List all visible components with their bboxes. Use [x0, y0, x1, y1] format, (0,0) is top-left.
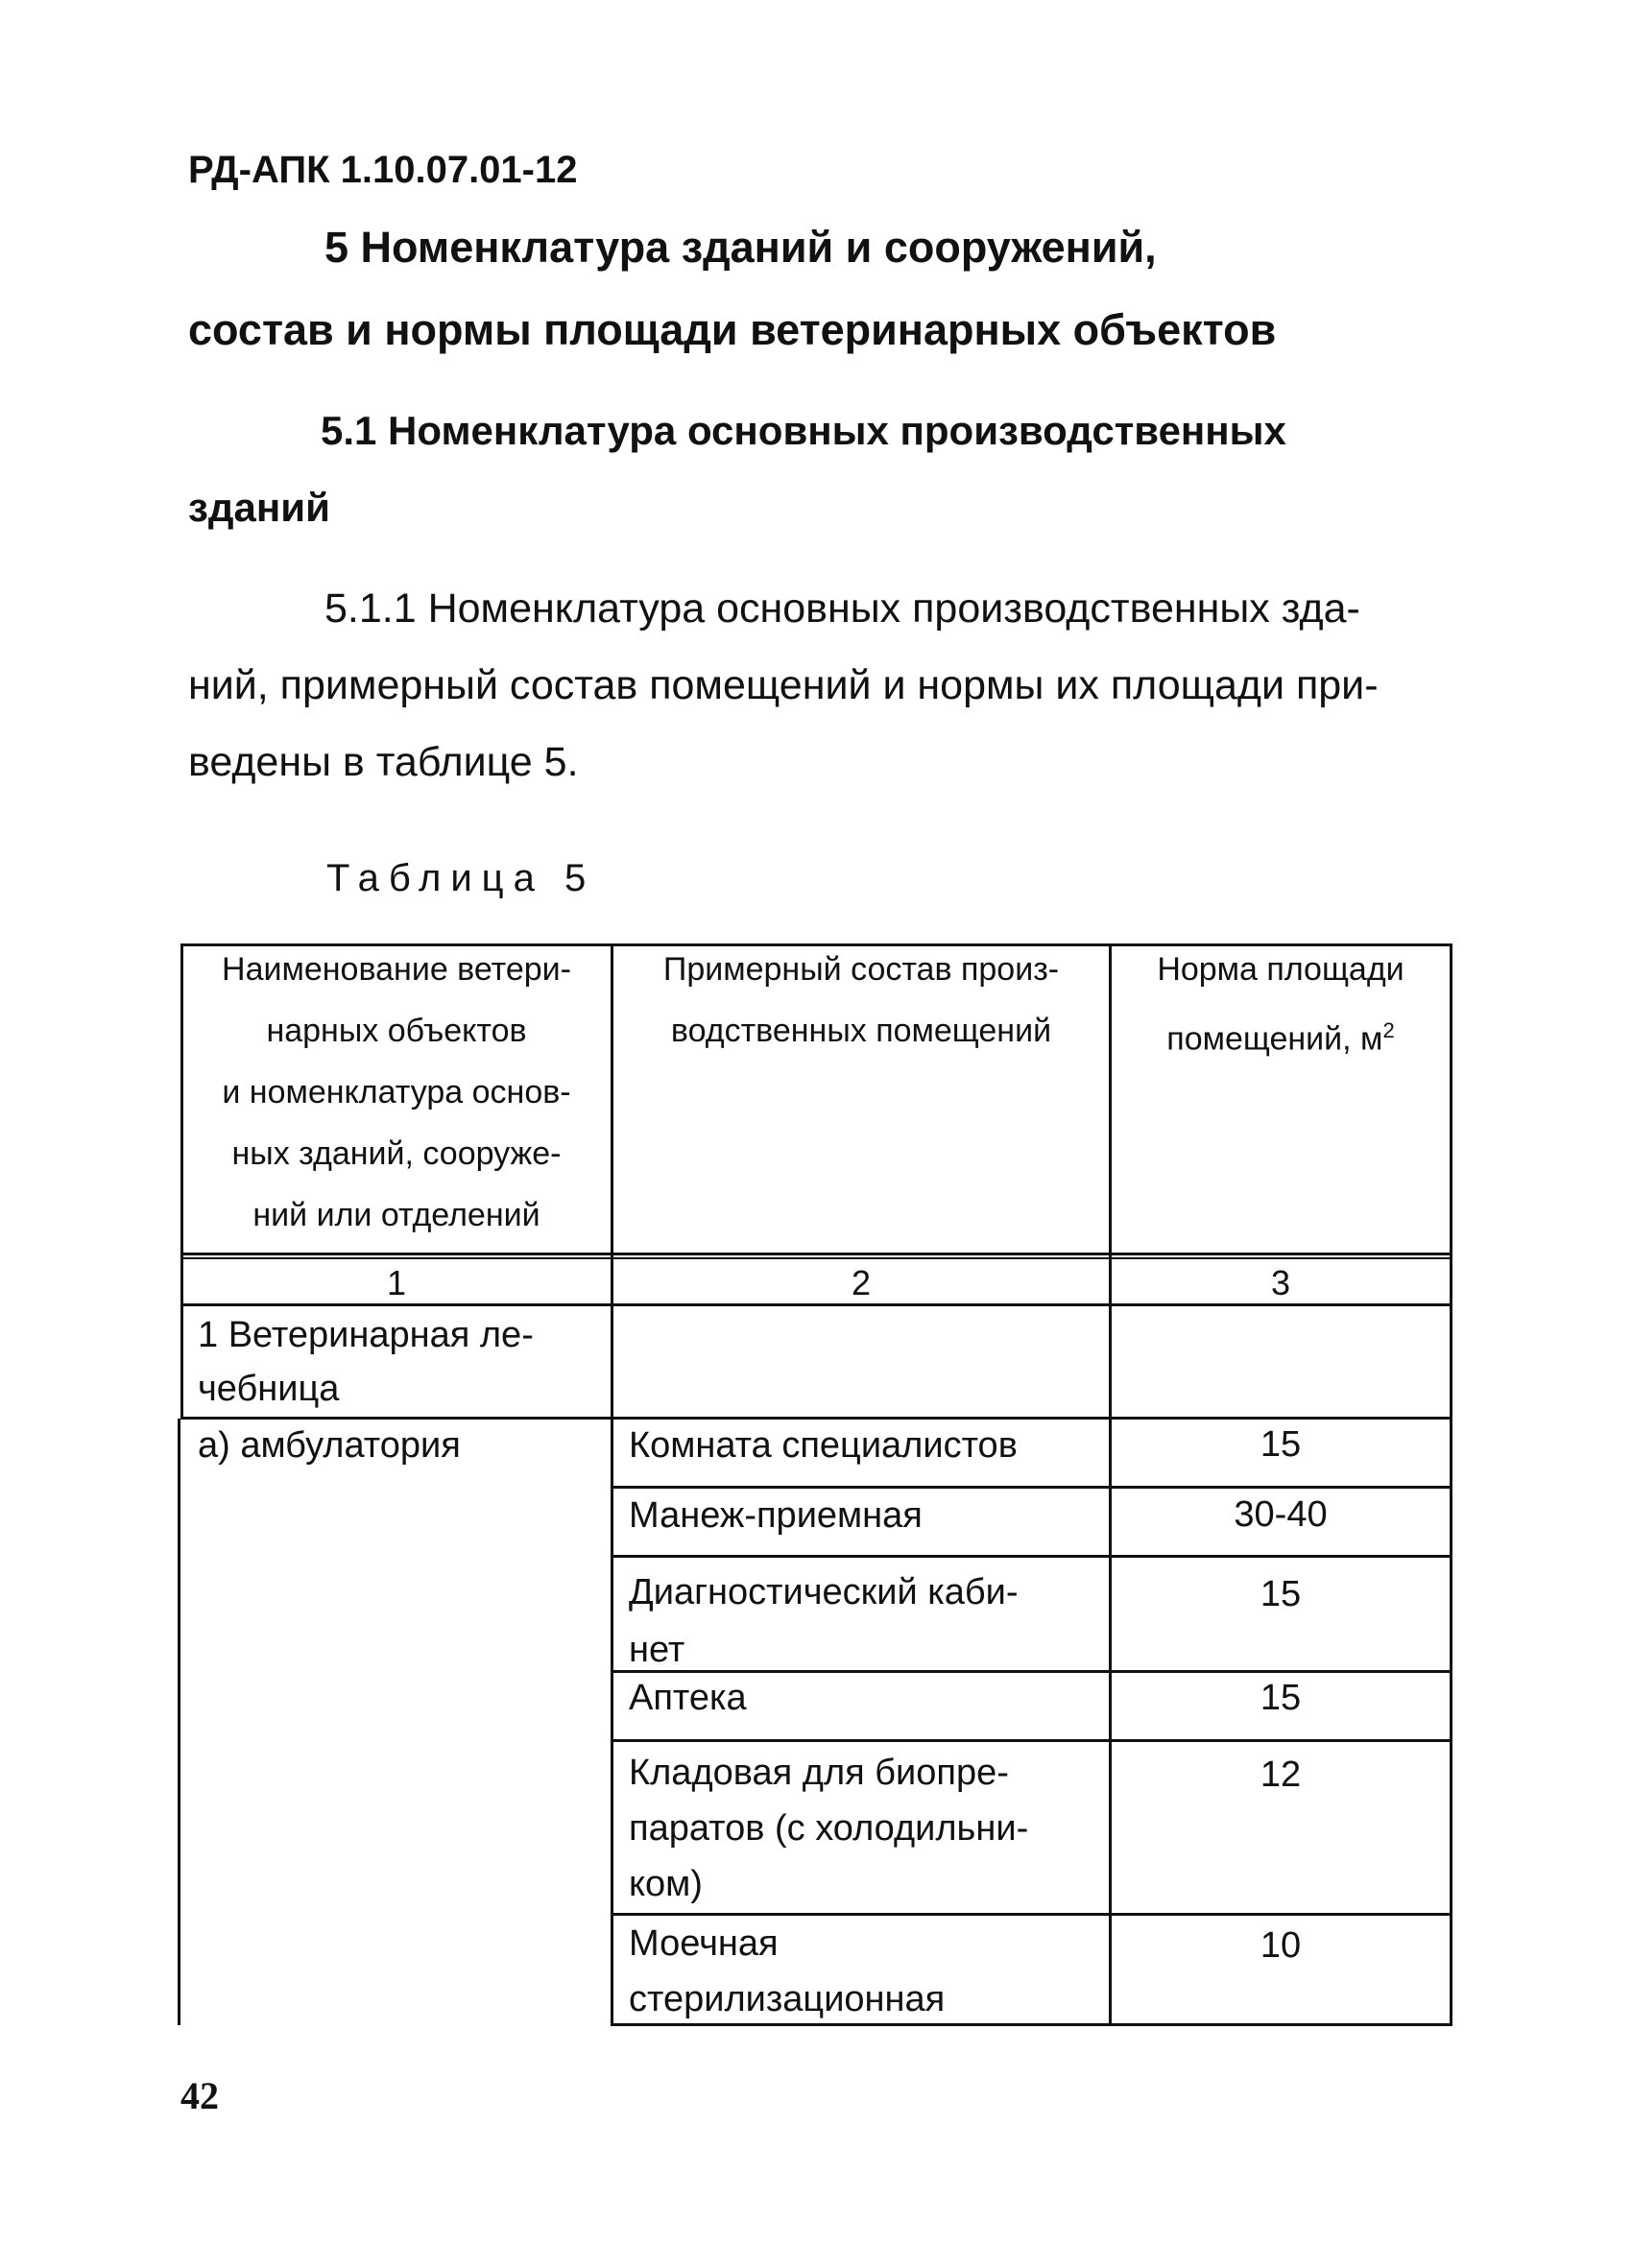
col-number-3: 3	[1270, 1263, 1291, 1302]
header-col-1-line: нарных объектов	[266, 1013, 527, 1049]
row-6-room-line: Моечная	[629, 1923, 779, 1964]
document-code: РД-АПК 1.10.07.01-12	[188, 149, 578, 191]
header-col-1-line: Наименование ветери-	[222, 951, 571, 988]
unit-superscript: 2	[1382, 1018, 1395, 1042]
table-line-header-bottom	[180, 1253, 1452, 1255]
row-6-room	[629, 1916, 945, 2027]
table-border-left-lower	[178, 1419, 180, 2025]
header-col-1	[182, 939, 611, 1246]
header-col-3-unit: помещений, м	[1166, 1020, 1383, 1058]
row-5-room-line: Кладовая для биопре-	[629, 1753, 1009, 1793]
header-col-3-line-1: Норма площади	[1157, 951, 1404, 988]
row-4-area: 15	[1260, 1678, 1302, 1718]
paragraph-line-1: 5.1.1 Номенклатура основных производственных зда-	[324, 585, 1360, 632]
header-col-1-line: и номенклатура основ-	[222, 1074, 571, 1110]
row-4-room: Аптека	[629, 1678, 747, 1718]
header-col-2	[613, 939, 1109, 1062]
header-col-3	[1112, 939, 1450, 1069]
col-number-2: 2	[851, 1263, 872, 1302]
page-number: 42	[180, 2074, 219, 2117]
row-6-room-line: стерилизационная	[629, 1979, 946, 2019]
table-line-numbers-bottom	[180, 1303, 1452, 1306]
section-heading-line-1: 5 Номенклатура зданий и сооружений,	[324, 223, 1157, 272]
row-3-room-line: нет	[629, 1630, 685, 1670]
header-col-2-line: Примерный состав произ-	[662, 951, 1060, 988]
table-caption: Таблица 5	[326, 857, 596, 899]
subsection-heading-line-1: 5.1 Номенклатура основных производственных	[321, 408, 1286, 453]
section-heading-line-2: состав и нормы площади ветеринарных объектов	[188, 305, 1277, 354]
subsection-ambulatory: а) амбулатория	[198, 1425, 461, 1466]
paragraph-line-2: ний, примерный состав помещений и нормы их площади при-	[188, 662, 1379, 708]
header-col-3-line-2	[1112, 1000, 1450, 1069]
paragraph-line-3: ведены в таблице 5.	[188, 739, 579, 785]
row-6-area: 10	[1260, 1925, 1302, 1966]
col-number-1: 1	[386, 1263, 407, 1302]
row-5-room	[629, 1745, 1028, 1912]
row-5-room-line: ком)	[629, 1864, 703, 1904]
section-title-line: 1 Ветеринарная ле-	[198, 1315, 534, 1355]
table-line-row-2	[611, 1555, 1452, 1558]
row-5-room-line: паратов (с холодильни-	[629, 1808, 1029, 1849]
header-col-1-line: ний или отделений	[252, 1197, 540, 1233]
row-3-area: 15	[1260, 1574, 1302, 1614]
table-line-row-4	[611, 1739, 1452, 1742]
table-line-header-double	[180, 1257, 1452, 1259]
row-3-room	[629, 1564, 1019, 1679]
row-1-area: 15	[1260, 1424, 1302, 1465]
row-5-area: 12	[1260, 1755, 1302, 1795]
section-title	[198, 1308, 534, 1416]
row-2-area: 30-40	[1234, 1494, 1328, 1535]
row-3-room-line: Диагностический каби-	[629, 1572, 1019, 1612]
header-col-2-line: водственных помещений	[670, 1013, 1052, 1049]
section-title-line: чебница	[198, 1369, 340, 1409]
row-2-room: Манеж-приемная	[629, 1495, 923, 1536]
row-1-room: Комната специалистов	[629, 1425, 1018, 1466]
header-col-1-line: ных зданий, сооруже-	[231, 1135, 562, 1172]
subsection-heading-line-2: зданий	[188, 485, 330, 530]
